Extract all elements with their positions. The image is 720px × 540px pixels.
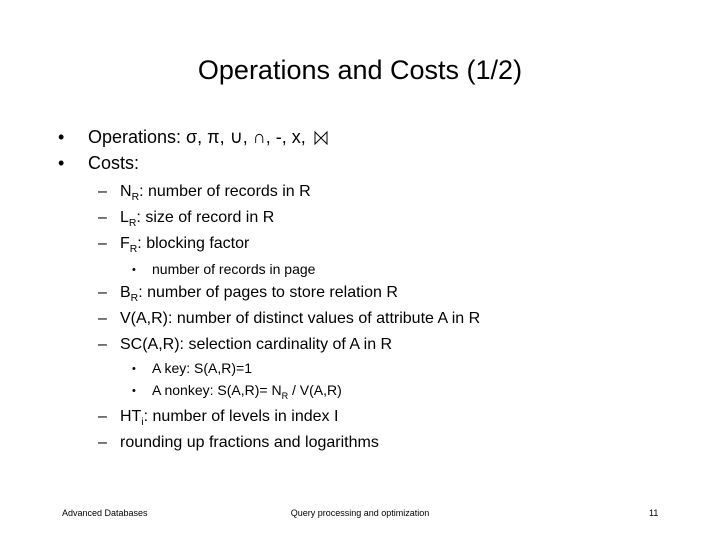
fr-item	[98, 233, 249, 255]
note-text: / V(A,R)	[288, 382, 342, 398]
item-text: rounding up fractions and logarithms	[120, 434, 379, 451]
item-prefix: N	[120, 183, 132, 200]
note-text: A nonkey: S(A,R)= N	[152, 382, 282, 398]
item-prefix: HT	[120, 408, 142, 425]
note-text: A key: S(A,R)=1	[152, 360, 252, 376]
sc-item	[98, 334, 392, 356]
operations-text: Operations: σ, π, ∪, ∩, -, x,	[88, 127, 306, 147]
item-text: : size of record in R	[136, 209, 275, 226]
bullet-marker: •	[132, 385, 136, 397]
dash-marker: –	[98, 408, 107, 425]
nonkey-note	[132, 380, 342, 401]
dash-marker: –	[98, 235, 107, 252]
item-text: SC(A,R): selection cardinality of A in R	[120, 336, 393, 353]
costs-label: Costs:	[88, 153, 140, 173]
lr-item	[98, 207, 274, 229]
var-item	[98, 308, 480, 330]
rounding-item	[98, 432, 379, 454]
item-prefix: F	[120, 235, 130, 252]
bullet-marker: •	[132, 264, 136, 276]
item-text: : blocking factor	[137, 235, 250, 252]
br-item	[98, 282, 398, 304]
item-text: : number of levels in index I	[143, 408, 339, 425]
dash-marker: –	[98, 284, 107, 301]
nr-item	[98, 181, 311, 203]
operations-bullet	[58, 125, 328, 149]
footer-left: Advanced Databases	[62, 508, 148, 518]
bullet-marker: •	[58, 127, 65, 147]
item-subscript: R	[130, 293, 139, 304]
item-prefix: B	[120, 284, 131, 301]
item-text: V(A,R): number of distinct values of attribute A in R	[120, 310, 481, 327]
slide-title: Operations and Costs (1/2)	[197, 55, 523, 85]
costs-bullet	[58, 151, 139, 175]
dash-marker: –	[98, 310, 107, 327]
item-subscript: R	[129, 244, 138, 255]
dash-marker: –	[98, 183, 107, 200]
item-text: : number of records in R	[139, 183, 311, 200]
item-subscript: R	[131, 192, 140, 203]
footer-center: Query processing and optimization	[290, 508, 430, 518]
fr-note	[132, 259, 315, 280]
dash-marker: –	[98, 434, 107, 451]
bowtie-join-icon	[314, 131, 328, 145]
item-text: : number of pages to store relation R	[138, 284, 398, 301]
bullet-marker: •	[132, 363, 136, 375]
page-number: 11	[649, 508, 659, 518]
item-subscript: i	[141, 417, 144, 428]
note-text: number of records in page	[152, 261, 316, 277]
note-subscript: R	[281, 391, 289, 401]
bullet-marker: •	[58, 153, 65, 173]
key-note	[132, 358, 252, 379]
item-subscript: R	[128, 218, 137, 229]
hti-item	[98, 406, 338, 428]
dash-marker: –	[98, 336, 107, 353]
dash-marker: –	[98, 209, 107, 226]
item-prefix: L	[120, 209, 129, 226]
